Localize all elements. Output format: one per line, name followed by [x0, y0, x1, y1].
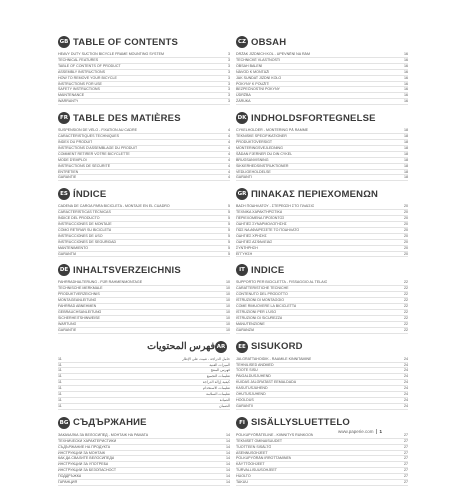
- toc-entry-page: 16: [404, 93, 408, 98]
- toc-entry-page: 3: [228, 52, 230, 56]
- toc-entry-title: VEDLIGEHOLDELSE: [236, 169, 271, 174]
- toc-entry-title: CARACTERÍSTICAS TÉCNICAS: [58, 210, 111, 215]
- section-title: ΠΙΝΑΚΑΣ ΠΕΡΙΕΧΟΜΕΝΩΝ: [251, 188, 379, 200]
- toc-entry-title: SAFETY INSTRUCTIONS: [58, 87, 100, 92]
- toc-entry-page: 5: [228, 251, 230, 256]
- toc-entry-page: 22: [404, 292, 408, 297]
- toc-entry-page: 11: [58, 403, 62, 408]
- toc-entry-title: MONTERINGSVEJLEDNING: [236, 145, 283, 150]
- toc-entry-page: 3: [228, 69, 230, 74]
- language-badge: BG: [58, 417, 70, 429]
- toc-entry-page: 27: [404, 462, 408, 467]
- section-header: [58, 186, 230, 202]
- toc-entry-page: 5: [228, 245, 230, 250]
- toc-entry-title: ÚDRŽBA: [236, 93, 251, 98]
- toc-entry-page: 4: [228, 169, 230, 174]
- toc-entry-title: POKYNY K POUŽITÍ: [236, 81, 270, 86]
- toc-section-ar: [58, 339, 230, 410]
- toc-entry-page: 11: [58, 368, 62, 373]
- toc-entry-page: 3: [228, 99, 230, 104]
- toc-entry-title: INSTRUCTIONS D'ASSEMBLAGE DU PRODUIT: [58, 145, 138, 150]
- toc-entry-title: FAHRRAD ABNEHMEN: [58, 304, 97, 309]
- toc-entry-page: 16: [404, 69, 408, 74]
- toc-entry-page: 3: [228, 87, 230, 92]
- toc-entry-page: 4: [228, 134, 230, 139]
- toc-entry-page: 18: [404, 163, 408, 168]
- toc-entry-title: TEKNISET OMINAISUUDET: [236, 438, 283, 443]
- toc-entry-page: 10: [226, 304, 230, 309]
- toc-entry-title: PRODUKTOVERSIGT: [236, 139, 273, 144]
- language-badge: DE: [58, 264, 70, 276]
- left-column: [58, 34, 230, 491]
- toc-entry-title: FAHRRADHALTERUNG - FÜR RAHMENMONTAGE: [58, 280, 143, 285]
- toc-entry-page: 22: [404, 315, 408, 320]
- toc-entry-page: 20: [404, 222, 408, 227]
- toc-entry-title: GARANTII: [236, 403, 253, 408]
- toc-entry-page: 18: [404, 169, 408, 174]
- toc-entry-title: INSTRUCCIONES DE MONTAJE: [58, 222, 112, 227]
- toc-entry-page: 18: [404, 134, 408, 139]
- section-header: [58, 110, 230, 126]
- toc-entry-title: WARTUNG: [58, 321, 77, 326]
- section-header: [58, 34, 230, 50]
- toc-entry-title: CADENA DE CARGA PARA BICICLETA - MONTAJE EN EL CUADRO: [58, 204, 170, 209]
- toc-entry-title: ΤΕΧΝΙΚΑ ΧΑΡΑΚΤΗΡΙΣΤΙΚΑ: [236, 210, 283, 215]
- toc-entry[interactable]: [58, 404, 230, 410]
- toc-entry-page: 18: [404, 157, 408, 162]
- toc-entry[interactable]: [58, 480, 230, 486]
- toc-entry[interactable]: [236, 99, 408, 105]
- language-badge: DK: [236, 112, 248, 124]
- toc-entry-page: 14: [226, 438, 230, 443]
- toc-entry-page: 4: [228, 128, 230, 133]
- toc-entry-page: 27: [404, 444, 408, 449]
- language-badge: EE: [236, 341, 248, 353]
- toc-entry-title: ТЕХНИЧЕСКИ ХАРАКТЕРИСТИКИ: [58, 438, 117, 443]
- toc-entry-title: COME RIMUOVERE LA BICICLETTA: [236, 304, 297, 309]
- toc-entry-page: 27: [404, 474, 408, 479]
- toc-entry-page: 20: [404, 227, 408, 232]
- section-title: INDICE: [251, 264, 285, 276]
- toc-entry-title: CARACTÉRISTIQUES TECHNIQUES: [58, 134, 120, 139]
- toc-entry-page: 5: [228, 227, 230, 232]
- toc-entry-title: INSTRUCTIONS DE SÉCURITÉ: [58, 163, 111, 168]
- toc-section-es: [58, 186, 230, 257]
- toc-entry-title: KASUTUSJUHEND: [236, 386, 268, 391]
- toc-entry-title: КАК ДА СВАЛИТЕ ВЕЛОСИПЕДА: [58, 456, 115, 461]
- toc-entry-page: 20: [404, 216, 408, 221]
- toc-entry-page: 24: [404, 403, 408, 408]
- toc-entry-title: ΠΕΡΙΕΧΟΜΕΝΑ ΠΡΟΪΟΝΤΟΣ: [236, 216, 285, 221]
- toc-entry-title: MODE D'EMPLOI: [58, 157, 87, 162]
- toc-entry-title: GARANTI: [236, 175, 252, 180]
- toc-entry-page: 20: [404, 204, 408, 209]
- toc-entry-page: 14: [226, 450, 230, 455]
- toc-entry-title: INDEX DU PRODUIT: [58, 139, 93, 144]
- toc-entry-title: SUPPORTO PER BICICLETTA - FISSAGGIO AL TELAIO: [236, 280, 328, 285]
- toc-entry-page: 14: [226, 444, 230, 449]
- toc-entry-title: GARANTIE: [58, 327, 77, 332]
- toc-entry-page: 14: [226, 462, 230, 467]
- language-badge: FR: [58, 112, 70, 124]
- toc-entry-page: 16: [404, 81, 408, 86]
- toc-entry[interactable]: [236, 328, 408, 334]
- toc-entry-page: 11: [58, 386, 62, 391]
- toc-entry-title: DRŽÁK JÍZDNÍCH KOL - UPEVNĚNÍ NA RÁM: [236, 52, 310, 56]
- toc-entry-title: ИНСТРУКЦИИ ЗА УПОТРЕБА: [58, 462, 109, 467]
- toc-entry-page: 22: [404, 321, 408, 326]
- toc-entry-page: 11: [58, 392, 62, 397]
- section-header: [58, 415, 230, 431]
- toc-entry-title: WARRANTY: [58, 99, 79, 104]
- toc-entry-title: HEAVY DUTY SUCTION BICYCLE FRAME MOUNTING SYSTEM: [58, 52, 165, 56]
- toc-entry-page: 16: [404, 75, 408, 80]
- toc-entry-page: 14: [226, 468, 230, 473]
- toc-entry-page: 22: [404, 327, 408, 332]
- toc-entry-title: TOOTE SISU: [236, 368, 258, 373]
- toc-entry-title: ZÁRUKA: [236, 99, 251, 104]
- toc-entry-title: TECHNICKÉ VLASTNOSTI: [236, 57, 281, 62]
- toc-entry-title: TABLE OF CONTENTS OF PRODUCT: [58, 63, 121, 68]
- toc-entry-title: SIKKERHEDSINSTRUKTIONER: [236, 163, 289, 168]
- toc-entry-page: 18: [404, 175, 408, 180]
- toc-entry-title: GARANTIE: [58, 175, 77, 180]
- toc-entry-page: 22: [404, 304, 408, 309]
- toc-entry-title: HOOLDUS: [236, 397, 254, 402]
- toc-entry-title: SICHERHEITSHINWEISE: [58, 315, 100, 320]
- toc-entry-title: ΕΓΓΥΗΣΗ: [236, 251, 253, 256]
- toc-entry-title: ΟΔΗΓΙΕΣ ΑΣΦΑΛΕΙΑΣ: [236, 239, 273, 244]
- toc-entry-title: ΒΑΣΗ ΠΟΔΗΛΑΤΟΥ - ΣΤΕΡΕΩΣΗ ΣΤΟ ΠΛΑΙΣΙΟ: [236, 204, 315, 209]
- section-title: ÍNDICE: [73, 188, 107, 200]
- section-title: INDHOLDSFORTEGNELSE: [251, 112, 376, 124]
- toc-entry-page: 16: [404, 52, 408, 56]
- toc-entry-page: 24: [404, 386, 408, 391]
- toc-entry-page: 11: [58, 356, 62, 361]
- toc-entry-page: 10: [226, 310, 230, 314]
- toc-entry-page: 24: [404, 362, 408, 367]
- toc-entry-title: MONTAGEANLEITUNG: [58, 298, 97, 303]
- toc-entry-title: NÁVOD K MONTÁŽI: [236, 69, 270, 74]
- toc-entry-title: الميزات الفنية: [209, 362, 230, 367]
- toc-entry-title: ГАРАНЦИЯ: [58, 480, 78, 485]
- toc-entry-title: الصيانة: [219, 397, 230, 402]
- toc-entry-title: تعليمات التجميع: [206, 374, 230, 379]
- toc-entry-page: 10: [226, 321, 230, 326]
- toc-entry-page: 27: [404, 456, 408, 461]
- toc-entry-page: 10: [226, 327, 230, 332]
- toc-entry-page: 4: [228, 151, 230, 156]
- toc-entry-title: KUIDAS JALGRATAST EEMALDADA: [236, 380, 297, 385]
- toc-entry-title: ISTRUZIONI PER L'USO: [236, 310, 277, 314]
- toc-entry-title: ЗАКАЧАЛКА ЗА ВЕЛОСИПЕД - МОНТАЖ НА РАМАТА: [58, 432, 149, 437]
- section-title: فهرس المحتويات: [147, 341, 215, 353]
- toc-entry-title: INSTRUCTIONS FOR USE: [58, 81, 102, 86]
- toc-entry-title: SUSPENSION DE VÉLO - FIXATION AU CADRE: [58, 128, 138, 133]
- toc-entry-title: تعليمات السلامة: [206, 392, 230, 397]
- toc-entry-title: ISTRUZIONI DI SICUREZZA: [236, 315, 283, 320]
- toc-entry[interactable]: [58, 252, 230, 258]
- toc-entry-title: ASENNUSOHJEET: [236, 450, 268, 455]
- toc-entry-page: 5: [228, 204, 230, 209]
- toc-entry-title: СЪДЪРЖАНИЕ НА ПРОДУКТА: [58, 444, 111, 449]
- toc-entry-title: MANTENIMIENTO: [58, 245, 89, 250]
- toc-entry-title: GARANTÍA: [58, 251, 77, 256]
- toc-entry-page: 3: [228, 75, 230, 80]
- toc-entry-title: TEHNILISED ANDMED: [236, 362, 274, 367]
- section-header: [236, 110, 408, 126]
- toc-entry-title: MAINTENANCE: [58, 93, 85, 98]
- toc-entry-page: 16: [404, 99, 408, 104]
- toc-entry-page: 14: [226, 432, 230, 437]
- toc-entry-page: 18: [404, 128, 408, 133]
- toc-entry-page: 18: [404, 145, 408, 150]
- toc-section-fi: [236, 415, 408, 486]
- toc-entry-title: INSTRUCCIONES DE USO: [58, 233, 103, 238]
- toc-entry-page: 5: [228, 216, 230, 221]
- toc-entry-page: 14: [226, 480, 230, 485]
- toc-entry-title: HUOLTO: [236, 474, 251, 479]
- toc-section-dk: [236, 110, 408, 181]
- toc-entry-page: 27: [404, 438, 408, 443]
- toc-entry-page: 24: [404, 356, 408, 361]
- section-header: [236, 262, 408, 278]
- page-number: 1: [376, 429, 382, 434]
- toc-entry-title: ПОДДРЪЖКА: [58, 474, 82, 479]
- toc-entry-page: 27: [404, 450, 408, 455]
- toc-entry-title: OHUTUSJUHEND: [236, 392, 266, 397]
- toc-entry-page: 10: [226, 298, 230, 303]
- toc-entry-page: 10: [226, 280, 230, 285]
- toc-entry[interactable]: [236, 252, 408, 258]
- toc-entry-page: 3: [228, 63, 230, 68]
- toc-entry[interactable]: [58, 328, 230, 334]
- toc-entry-title: ΠΩΣ ΝΑ ΑΦΑΙΡΕΣΕΤΕ ΤΟ ΠΟΔΗΛΑΤΟ: [236, 227, 300, 232]
- toc-entry-title: TUOTTEEN SISÄLTÖ: [236, 444, 272, 449]
- toc-entry-page: 14: [226, 456, 230, 461]
- toc-entry-page: 11: [58, 397, 62, 402]
- right-column: [236, 34, 408, 491]
- toc-entry-page: 24: [404, 374, 408, 379]
- toc-entry-title: CONTENUTO DEL PRODOTTO: [236, 292, 288, 297]
- toc-entry-page: 10: [226, 286, 230, 291]
- toc-entry-title: BRUGSANVISNING: [236, 157, 269, 162]
- toc-entry-title: CÓMO RETIRAR SU BICICLETA: [58, 227, 112, 232]
- toc-entry-page: 22: [404, 280, 408, 285]
- toc-entry-page: 4: [228, 157, 230, 162]
- toc-entry-page: 20: [404, 239, 408, 244]
- toc-entry-title: BEZPEČNOSTNÍ POKYNY: [236, 87, 280, 92]
- section-title: TABLE DES MATIÈRES: [73, 112, 181, 124]
- toc-entry-title: كيفية إزالة الدراجة: [202, 380, 230, 385]
- toc-entry-title: POLKUPYÖRÄTELINE - KIINNITYS RUNKOON: [236, 432, 314, 437]
- language-badge: FI: [236, 417, 248, 429]
- toc-entry-title: OBSAH BALENÍ: [236, 63, 263, 68]
- toc-entry-page: 3: [228, 57, 230, 62]
- section-header: [58, 262, 230, 278]
- section-title: SISÄLLYSLUETTELO: [251, 417, 350, 429]
- toc-entry-page: 3: [228, 93, 230, 98]
- toc-entry-page: 20: [404, 245, 408, 250]
- toc-entry-title: ISTRUZIONI DI MONTAGGIO: [236, 298, 285, 303]
- toc-entry-title: ENTRETIEN: [58, 169, 79, 174]
- toc-section-fr: [58, 110, 230, 181]
- toc-entry-page: 16: [404, 87, 408, 92]
- language-badge: GR: [236, 188, 248, 200]
- section-header: [236, 339, 408, 355]
- toc-entry-page: 27: [404, 480, 408, 485]
- toc-entry-title: PRODUKTVERZEICHNIS: [58, 292, 100, 297]
- toc-section-bg: [58, 415, 230, 486]
- toc-entry-page: 18: [404, 139, 408, 144]
- toc-entry-page: 4: [228, 175, 230, 180]
- toc-entry-title: حامل الدراجة - تثبيت على الإطار: [182, 356, 230, 361]
- language-badge: IT: [236, 264, 248, 276]
- toc-entry-title: ИНСТРУКЦИИ ЗА МОНТАЖ: [58, 450, 106, 455]
- toc-entry-page: 4: [228, 139, 230, 144]
- toc-entry-title: PAIGALDUSJUHEND: [236, 374, 271, 379]
- toc-entry[interactable]: [236, 175, 408, 181]
- toc-entry-title: GEBRAUCHSANLEITUNG: [58, 310, 102, 314]
- toc-entry-page: 3: [228, 81, 230, 86]
- toc-entry[interactable]: [236, 404, 408, 410]
- toc-entry[interactable]: [58, 175, 230, 181]
- toc-entry-page: 11: [58, 374, 62, 379]
- toc-section-gr: [236, 186, 408, 257]
- toc-entry-title: TEKNISKE SPECIFIKATIONER: [236, 134, 287, 139]
- toc-entry-page: 16: [404, 63, 408, 68]
- toc-entry-page: 20: [404, 251, 408, 256]
- toc-entry-title: ΟΔΗΓΙΕΣ ΣΥΝΑΡΜΟΛΟΓΗΣΗΣ: [236, 222, 287, 227]
- toc-entry-title: فهرس المنتج: [210, 368, 230, 373]
- toc-entry-page: 22: [404, 310, 408, 314]
- toc-section-ee: [236, 339, 408, 410]
- toc-entry-page: 24: [404, 392, 408, 397]
- toc-section-it: [236, 262, 408, 333]
- toc-entry-page: 27: [404, 468, 408, 473]
- toc-entry-title: TAKUU: [236, 480, 248, 485]
- toc-entry-page: 18: [404, 151, 408, 156]
- toc-entry-title: ÍNDICE DEL PRODUCTO: [58, 216, 100, 221]
- toc-entry-title: GARANZIA: [236, 327, 255, 332]
- toc-entry-page: 20: [404, 210, 408, 215]
- toc-entry-page: 10: [226, 292, 230, 297]
- toc-entry-title: COMMENT RETIRER VOTRE BICYCLETTE: [58, 151, 130, 156]
- toc-entry-title: JAK SUNDAT JÍZDNÍ KOLO: [236, 75, 282, 80]
- toc-entry-page: 24: [404, 368, 408, 373]
- toc-entry-title: JALGRATTAHOIDIK - RAAMILE KINNITAMINE: [236, 356, 312, 361]
- toc-entry-title: HOW TO REMOVE YOUR BICYCLE: [58, 75, 117, 80]
- toc-entry[interactable]: [58, 99, 230, 105]
- toc-entry-title: الضمان: [218, 403, 230, 408]
- toc-entry-page: 5: [228, 210, 230, 215]
- toc-entry-title: ASSEMBLY INSTRUCTIONS: [58, 69, 105, 74]
- toc-entry-page: 4: [228, 163, 230, 168]
- toc-entry-page: 11: [58, 380, 62, 385]
- language-badge: GB: [58, 36, 70, 48]
- toc-entry-page: 10: [226, 315, 230, 320]
- toc-section-gb: [58, 34, 230, 105]
- toc-entry-page: 14: [226, 474, 230, 479]
- toc-entry-page: 22: [404, 298, 408, 303]
- toc-entry-title: CYKELHOLDER - MONTERING PÅ RAMME: [236, 128, 309, 133]
- page-footer: [338, 429, 382, 434]
- toc-entry-title: ΣΥΝΤΗΡΗΣΗ: [236, 245, 258, 250]
- toc-entry-title: KÄYTTÖOHJEET: [236, 462, 265, 467]
- toc-entry-title: INSTRUCCIONES DE SEGURIDAD: [58, 239, 117, 244]
- section-title: TABLE OF CONTENTS: [73, 36, 179, 48]
- toc-entry-title: POLKUPYÖRÄN IRROTTAMINEN: [236, 456, 292, 461]
- toc-entry-page: 11: [58, 362, 62, 367]
- section-header: [58, 339, 230, 355]
- toc-entry-title: MANUTENZIONE: [236, 321, 265, 326]
- footer-url[interactable]: www.paperie.com: [337, 429, 374, 434]
- toc-entry-page: 27: [404, 432, 408, 437]
- toc-entry-page: 24: [404, 397, 408, 402]
- language-badge: CZ: [236, 36, 248, 48]
- toc-entry-page: 24: [404, 380, 408, 385]
- toc-entry-page: 5: [228, 239, 230, 244]
- toc-entry-page: 16: [404, 57, 408, 62]
- toc-entry-page: 5: [228, 222, 230, 227]
- toc-section-cz: [236, 34, 408, 105]
- toc-entry-title: ИНСТРУКЦИИ ЗА БЕЗОПАСНОСТ: [58, 468, 117, 473]
- toc-entry-page: 4: [228, 145, 230, 150]
- section-title: SISUKORD: [251, 341, 303, 353]
- section-title: INHALTSVERZEICHNIS: [73, 264, 181, 276]
- toc-entry-title: تعليمات الاستخدام: [202, 386, 230, 391]
- toc-entry-title: TECHNICAL FEATURES: [58, 57, 99, 62]
- language-badge: ES: [58, 188, 70, 200]
- language-badge: AR: [215, 341, 227, 353]
- toc-entry-page: 5: [228, 233, 230, 238]
- toc-entry-title: TURVALLISUUSOHJEET: [236, 468, 278, 473]
- section-header: [236, 34, 408, 50]
- toc-entry-page: 22: [404, 286, 408, 291]
- section-title: СЪДЪРЖАНИЕ: [73, 417, 147, 429]
- section-header: [236, 186, 408, 202]
- toc-section-de: [58, 262, 230, 333]
- toc-entry-title: TECHNISCHE MERKMALE: [58, 286, 103, 291]
- section-title: OBSAH: [251, 36, 287, 48]
- toc-entry-title: SÅDAN FJERNER DU DIN CYKEL: [236, 151, 293, 156]
- toc-entry-title: CARATTERISTICHE TECNICHE: [236, 286, 289, 291]
- section-header: [236, 415, 408, 431]
- toc-entry-page: 20: [404, 233, 408, 238]
- toc-entry[interactable]: [236, 480, 408, 486]
- toc-entry-title: ΟΔΗΓΙΕΣ ΧΡΗΣΗΣ: [236, 233, 267, 238]
